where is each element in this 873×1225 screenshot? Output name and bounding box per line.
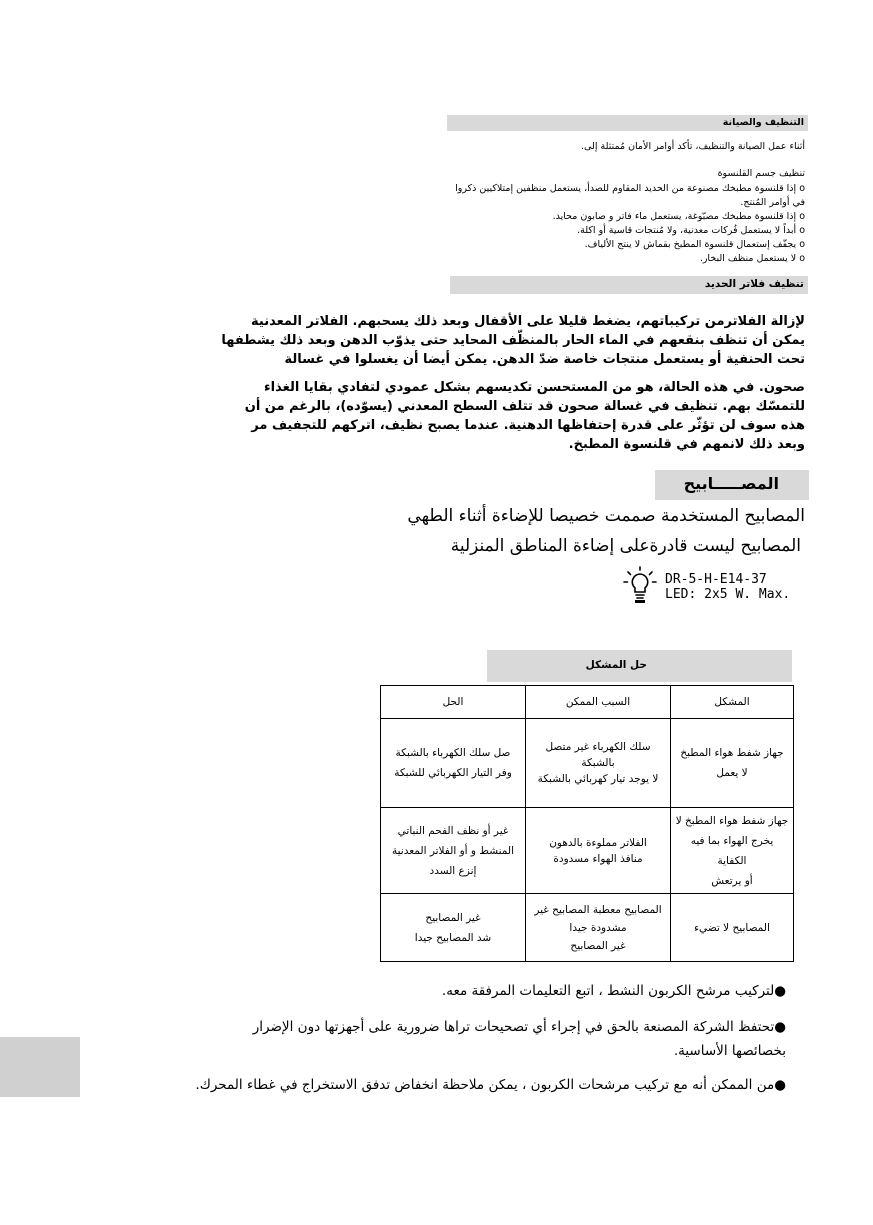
cleaning-line: في أوامر المُنتج.: [740, 197, 805, 208]
cleaning-header: التنظيف والصيانة: [447, 115, 808, 131]
cleaning-line: o لا يستعمل منظف البخار.: [699, 253, 805, 264]
lamp-spec-power: LED: 2x5 W. Max.: [665, 587, 791, 602]
table-row: [381, 719, 794, 808]
note-manufacturer-rights: ●تحتفظ الشركة المصنعة بالحق في إجراء أي تصحيحات تراها ضرورية على أجهزتها دون الإضرار: [252, 1019, 786, 1035]
lamps-header: المصـــــابيح: [655, 470, 809, 500]
troubleshooting-header: حل المشكل: [487, 650, 792, 682]
filters-paragraph-line: تحت الحنفية أو يستعمل منتجات خاصة ضدّ الدهن. يمكن أيضا أن يغسلوا في غسالة: [284, 352, 805, 367]
cause-cell: سلك الكهرباء غير متصل بالشبكة لا يوجد تيار كهربائي بالشبكة: [526, 719, 671, 808]
table-row: [381, 894, 794, 962]
cleaning-line: o إذا قلنسوة مطبخك مصنوعة من الحديد المقاوم للصدأ، يستعمل منظفين إمتلاكيين ذكروا: [455, 183, 805, 194]
cause-cell: الفلاتر مملوءة بالدهون منافذ الهواء مسدودة: [526, 808, 671, 894]
lightbulb-icon: [622, 566, 658, 604]
table-row: [381, 808, 794, 894]
lamps-line-2: المصابيح ليست قادرةعلى إضاءة المناطق المنزلية: [450, 536, 801, 556]
cleaning-intro: أثناء عمل الصيانة والتنظيف، تأكد أوامر الأمان مُمتثلة إلى.: [581, 141, 805, 152]
cause-cell: المصابيح معطبة المصابيح غير مشدودة جيدا غير المصابيح: [526, 894, 671, 962]
filters-header: تنظيف فلاتر الحديد: [450, 276, 808, 294]
troubleshooting-table: [380, 685, 794, 962]
lamp-spec-model: DR-5-H-E14-37: [665, 572, 767, 587]
solution-cell: غير المصابيح شد المصابيح جيدا: [381, 894, 526, 962]
table-header-row: [381, 686, 794, 719]
note-extraction-flow: ●من الممكن أنه مع تركيب مرشحات الكربون ، يمكن ملاحظة انخفاض تدفق الاستخراج في غطاء المحرك.: [195, 1077, 786, 1093]
note-manufacturer-rights-cont: بخصائصها الأساسية.: [673, 1043, 786, 1059]
problem-cell: المصابيح لا تضيء: [671, 894, 794, 962]
filters-paragraph-line: صحون. في هذه الحالة، هو من المستحسن تكديسهم بشكل عمودي لتفادي بقايا الغذاء: [264, 380, 805, 395]
filters-paragraph-line: هذه سوف لن تؤثّر على قدرة إحتفاظها الدهنية. عندما يصبح نظيف، اتركهم للتجفيف مر: [251, 418, 805, 433]
column-header-problem: المشكل: [671, 686, 794, 719]
problem-cell: جهاز شفط هواء المطبخ لا يعمل: [671, 719, 794, 808]
solution-cell: صل سلك الكهرباء بالشبكة وفر التيار الكهربائي للشبكة: [381, 719, 526, 808]
page-tab-marker: [0, 1037, 80, 1097]
cleaning-line: o إذا قلنسوة مطبخك مصبّوغة، يستعمل ماء فاتر و صابون محايد.: [552, 211, 805, 222]
lamps-line-1: المصابيح المستخدمة صممت خصيصا للإضاءة أثناء الطهي: [407, 506, 805, 526]
filters-paragraph-line: للتمسّك بهم. تنظيف في غسالة صحون قد تتلف السطح المعدني (يسوّده)، بالرغم من أن: [244, 399, 805, 414]
body-cleaning-subheader: تنظيف جسم القلنسوة: [717, 168, 805, 179]
filters-paragraph-line: يمكن أن تنظف بنقعهم في الماء الحار بالمنظّف المحايد حتى يذوّب الدهن وبعد ذلك يشطفها: [221, 333, 805, 348]
column-header-cause: السبب الممكن: [526, 686, 671, 719]
cleaning-line: o يجفّف إستعمال قلنسوة المطبخ بقماش لا ينتج الألياف.: [584, 239, 805, 250]
note-carbon-filter: ●لتركيب مرشح الكربون النشط ، اتبع التعليمات المرفقة معه.: [441, 983, 786, 999]
column-header-solution: الحل: [381, 686, 526, 719]
cleaning-line: o أبداً لا يستعمل فُركات معدنية، ولا مُنتجات قاسية أو اكلة.: [577, 225, 805, 236]
filters-paragraph-line: لإزالة الفلاترمن تركيباتهم، يضغط قليلا على الأقفال وبعد ذلك يسحبهم. الفلاتر المعدنية: [251, 314, 805, 329]
problem-cell: جهاز شفط هواء المطبخ لا يخرج الهواء بما فيه الكفاية أو يرتعش: [671, 808, 794, 894]
solution-cell: غير أو نظف الفحم النباتي المنشط و أو الفلاتر المعدنية إنزع السدد: [381, 808, 526, 894]
filters-paragraph-line: وبعد ذلك لانمهم في قلنسوة المطبخ.: [568, 437, 805, 452]
